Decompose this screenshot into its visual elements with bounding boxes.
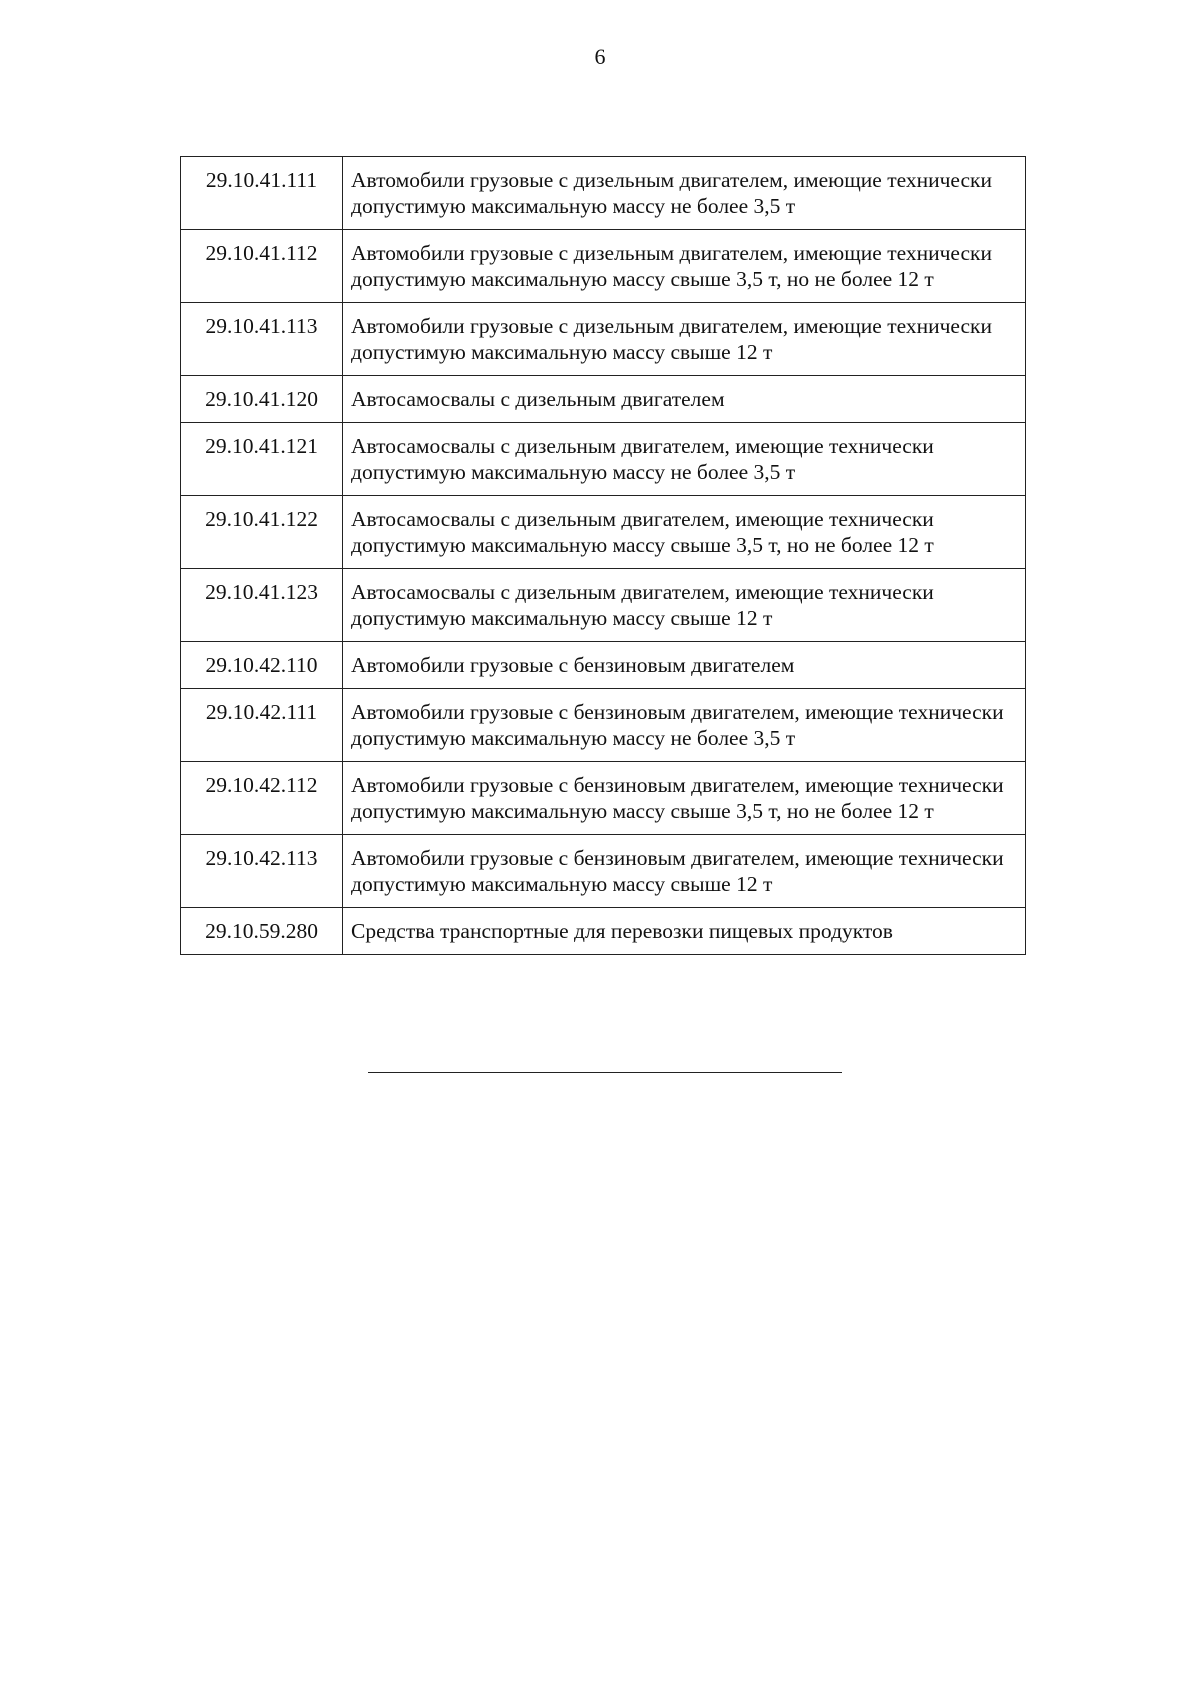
code-cell: 29.10.42.111 — [181, 689, 343, 762]
code-cell: 29.10.42.110 — [181, 642, 343, 689]
end-of-list-rule — [368, 1072, 842, 1073]
code-cell: 29.10.41.112 — [181, 230, 343, 303]
page-number: 6 — [594, 44, 606, 69]
description-cell: Автомобили грузовые с бензиновым двигателем, имеющие технически допустимую максимальную массу не более 3,5 т — [343, 689, 1026, 762]
description-cell: Автомобили грузовые с бензиновым двигателем, имеющие технически допустимую максимальную массу свыше 3,5 т, но не более 12 т — [343, 762, 1026, 835]
table-row — [181, 376, 1026, 423]
code-cell: 29.10.41.113 — [181, 303, 343, 376]
description-cell: Автомобили грузовые с бензиновым двигателем, имеющие технически допустимую максимальную массу свыше 12 т — [343, 835, 1026, 908]
table-row — [181, 762, 1026, 835]
table-row — [181, 689, 1026, 762]
description-cell: Автомобили грузовые с дизельным двигателем, имеющие технически допустимую максимальную массу свыше 3,5 т, но не более 12 т — [343, 230, 1026, 303]
description-cell: Автосамосвалы с дизельным двигателем, имеющие технически допустимую максимальную массу не более 3,5 т — [343, 423, 1026, 496]
code-cell: 29.10.41.111 — [181, 157, 343, 230]
table-row — [181, 157, 1026, 230]
table-row — [181, 835, 1026, 908]
description-cell: Автосамосвалы с дизельным двигателем — [343, 376, 1026, 423]
description-cell: Автомобили грузовые с дизельным двигателем, имеющие технически допустимую максимальную массу не более 3,5 т — [343, 157, 1026, 230]
table-row — [181, 230, 1026, 303]
description-cell: Автомобили грузовые с дизельным двигателем, имеющие технически допустимую максимальную массу свыше 12 т — [343, 303, 1026, 376]
code-cell: 29.10.41.122 — [181, 496, 343, 569]
description-cell: Средства транспортные для перевозки пищевых продуктов — [343, 908, 1026, 955]
code-cell: 29.10.42.113 — [181, 835, 343, 908]
table-row — [181, 908, 1026, 955]
code-cell: 29.10.42.112 — [181, 762, 343, 835]
table-row — [181, 303, 1026, 376]
table-row — [181, 423, 1026, 496]
code-cell: 29.10.41.121 — [181, 423, 343, 496]
table-row — [181, 569, 1026, 642]
description-cell: Автомобили грузовые с бензиновым двигателем — [343, 642, 1026, 689]
description-cell: Автосамосвалы с дизельным двигателем, имеющие технически допустимую максимальную массу свыше 12 т — [343, 569, 1026, 642]
code-cell: 29.10.59.280 — [181, 908, 343, 955]
codes-table — [180, 156, 1026, 955]
code-cell: 29.10.41.123 — [181, 569, 343, 642]
table-row — [181, 496, 1026, 569]
description-cell: Автосамосвалы с дизельным двигателем, имеющие технически допустимую максимальную массу свыше 3,5 т, но не более 12 т — [343, 496, 1026, 569]
code-cell: 29.10.41.120 — [181, 376, 343, 423]
table-row — [181, 642, 1026, 689]
